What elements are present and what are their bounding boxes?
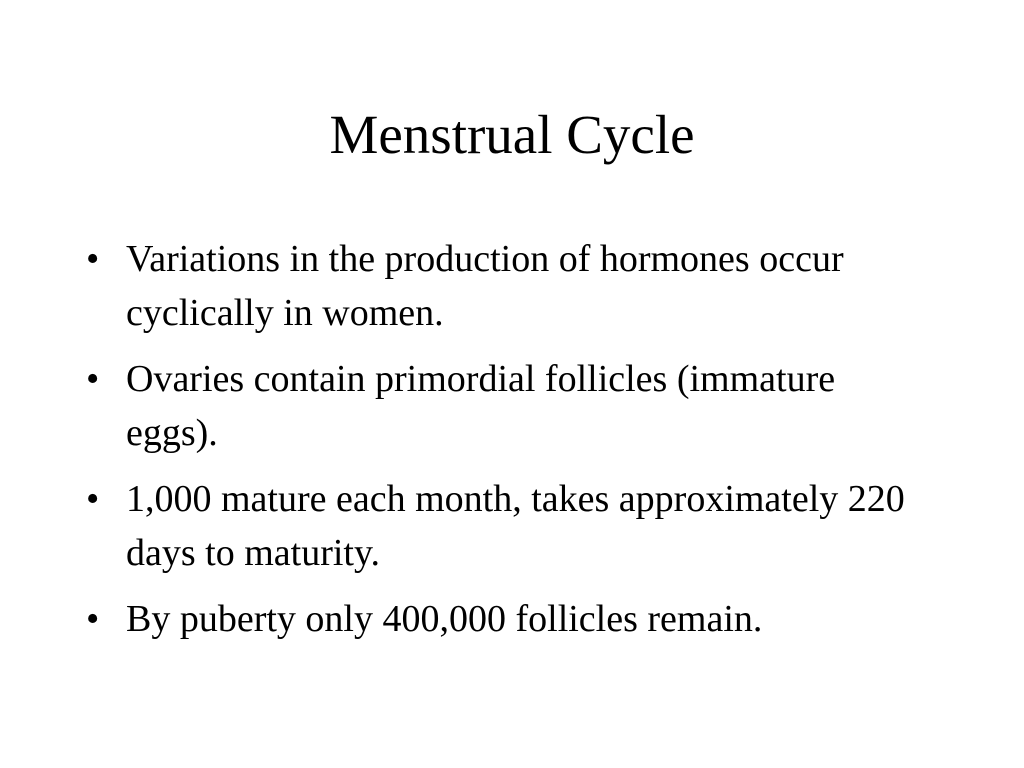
bullet-icon: • — [86, 358, 100, 400]
bullet-text: Ovaries contain primordial follicles (immature eggs). — [126, 358, 836, 454]
bullet-text: 1,000 mature each month, takes approximately 220 days to maturity. — [126, 478, 905, 574]
bullet-text: By puberty only 400,000 follicles remain. — [126, 598, 763, 640]
bullet-item — [84, 232, 914, 340]
bullet-icon: • — [86, 238, 100, 280]
bullet-text: Variations in the production of hormones occur cyclically in women. — [126, 238, 844, 334]
slide-title: Menstrual Cycle — [329, 104, 695, 165]
bullet-icon: • — [86, 478, 100, 520]
bullet-item — [84, 352, 914, 460]
bullet-item — [84, 592, 914, 646]
bullet-item — [84, 472, 914, 580]
bullet-icon: • — [86, 598, 100, 640]
bullet-list — [84, 232, 914, 658]
